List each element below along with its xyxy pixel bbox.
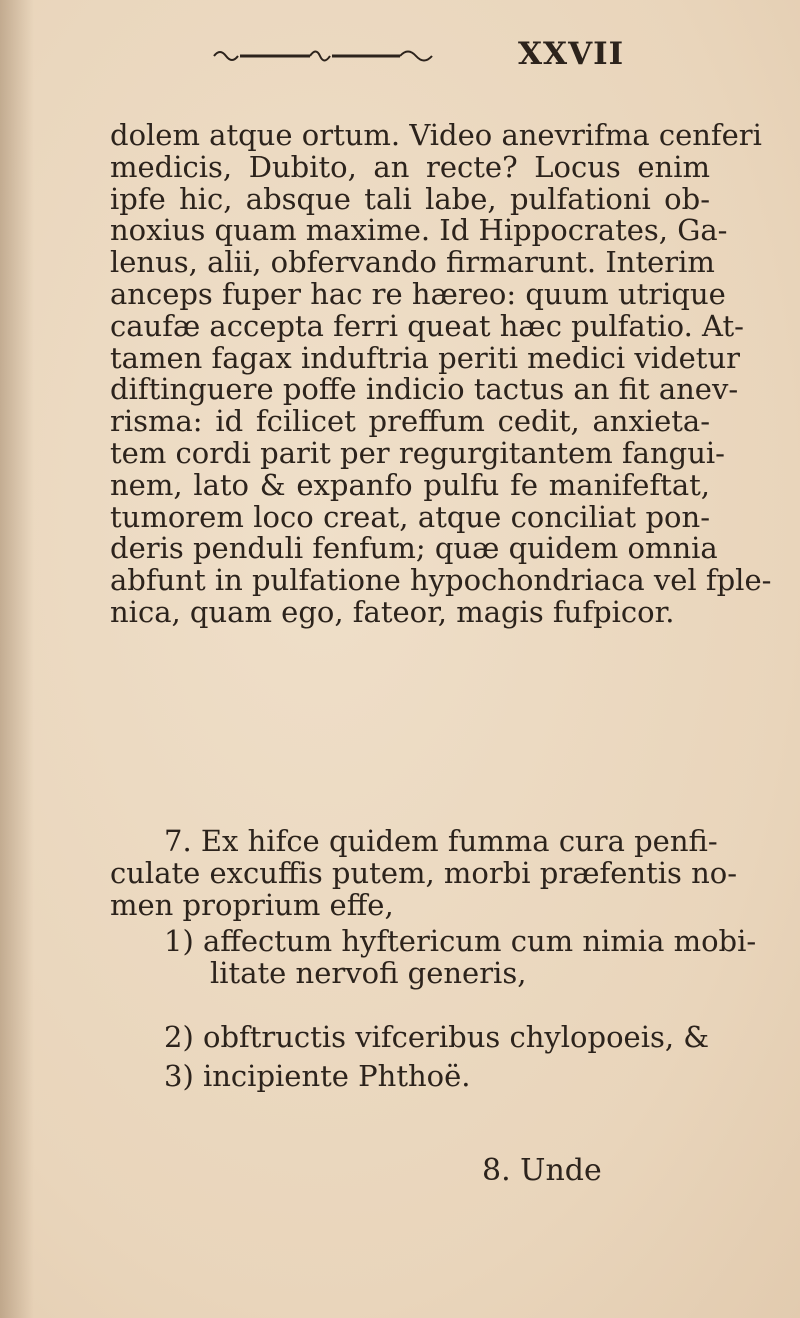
text-line: culate excuffis putem, morbi præfentis no- bbox=[110, 855, 738, 890]
header-ornament-icon bbox=[212, 44, 434, 66]
list-item-continuation: litate nervofi generis, bbox=[210, 956, 527, 990]
text-line: caufæ accepta ferri queat hæc pulfatio. At- bbox=[110, 308, 744, 343]
text-line: lenus, alii, obfervando firmarunt. Interim bbox=[110, 245, 715, 280]
text-line: medicis, Dubito, an recte? Locus enim bbox=[110, 149, 710, 184]
text-line: tumorem loco creat, atque conciliat pon- bbox=[110, 499, 710, 534]
list-item bbox=[110, 1021, 724, 1053]
text-line: deris penduli fenfum; quæ quidem omnia bbox=[110, 531, 718, 566]
text-line: ipfe hic, absque tali labe, pulfationi ob- bbox=[110, 181, 710, 216]
text-line: tem cordi parit per regurgitantem fangui- bbox=[110, 435, 725, 470]
text-line: nem, lato & expanfo pulfu fe manifeftat, bbox=[110, 467, 710, 502]
text-line: tamen fagax induftria periti medici videtur bbox=[110, 340, 740, 375]
list-item bbox=[110, 924, 757, 990]
text-line: anceps fuper hac re hæreo: quum utrique bbox=[110, 276, 726, 311]
list-item-text: 2) obftructis vifceribus chylopoeis, & bbox=[164, 1020, 710, 1054]
text-line: abfunt in pulfatione hypochondriaca vel fple- bbox=[110, 563, 772, 598]
paragraph-2 bbox=[110, 824, 738, 922]
paragraph-1 bbox=[110, 118, 772, 629]
page-header bbox=[0, 36, 800, 76]
list-item-text: 1) affectum hyftericum cum nimia mobi- bbox=[164, 924, 757, 958]
text-line: 7. Ex hifce quidem fumma cura penfi- bbox=[164, 824, 718, 858]
text-line: dolem atque ortum. Video anevrifma cenferi bbox=[110, 118, 762, 152]
text-line: men proprium effe, bbox=[110, 887, 394, 922]
text-line: noxius quam maxime. Id Hippocrates, Ga- bbox=[110, 213, 728, 248]
list-item bbox=[110, 1060, 724, 1092]
page-edge-shadow bbox=[0, 0, 34, 1318]
list-item-text: 3) incipiente Phthoë. bbox=[164, 1059, 471, 1093]
text-line: nica, quam ego, fateor, magis fufpicor. bbox=[110, 594, 675, 629]
page-number: XXVII bbox=[518, 36, 625, 72]
catchword: 8. Unde bbox=[482, 1153, 602, 1188]
text-line: diftinguere poffe indicio tactus an fit anev- bbox=[110, 372, 739, 407]
text-line: risma: id fcilicet preffum cedit, anxieta- bbox=[110, 404, 710, 439]
